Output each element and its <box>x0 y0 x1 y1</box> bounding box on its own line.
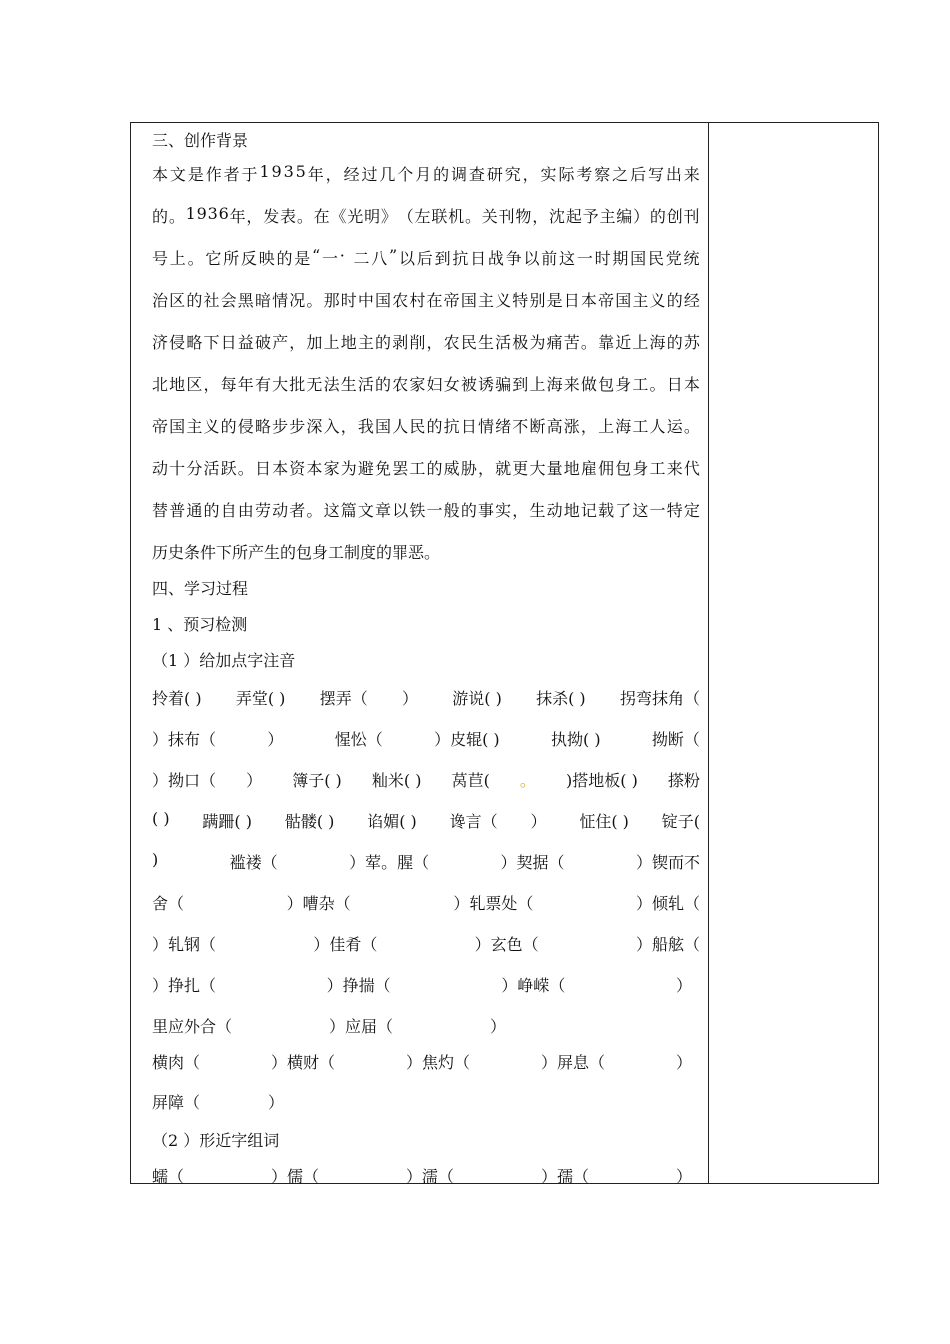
column-divider <box>708 122 709 1184</box>
pinyin-row: 舍（ ）嘈杂（ ）轧票处（ ）倾轧（ <box>152 894 700 913</box>
pinyin-row: 横肉（ ）横财（ ）焦灼（ ）屏息（ ） <box>152 1053 692 1072</box>
pinyin-row: 里应外合（ ）应届（ ） <box>152 1017 506 1036</box>
pinyin-row: 屏障（ ） <box>152 1093 284 1112</box>
paragraph-line: 帝 国 主 义 的 侵 略 步 步 深 入 ， 我 国 人 民 的 抗 日 情 绪 不 断 高 涨 ， 上 海 工 人 运 。 <box>152 417 700 436</box>
paragraph-line: 号 上 。 它 所 反 映 的 是 “ 一 · 二 八 ” 以 后 到 抗 日 战 争 以 前 这 一 时 期 国 民 党 统 <box>152 246 700 268</box>
subheading-pinyin: （1 ）给加点字注音 <box>152 651 296 670</box>
pinyin-row: ）抹布（ ） 惺忪（ ）皮辊( ) 执拗( ) 拗断（ <box>152 730 700 749</box>
paragraph-line: 动 十 分 活 跃 。 日 本 资 本 家 为 避 免 罢 工 的 威 胁 ， 就 更 大 量 地 雇 佣 包 身 工 来 代 <box>152 459 700 478</box>
pinyin-row: ) 褴褛（ ）荤。腥（ ）契据（ ）锲而不 <box>152 850 700 872</box>
paragraph-line: 历史条件下所产生的包身工制度的罪恶。 <box>152 543 441 562</box>
subheading-preview: 1 、预习检测 <box>152 615 248 634</box>
similar-chars-row: 蠕（ ）儒（ ）濡（ ）孺（ ） <box>152 1167 692 1186</box>
paragraph-line: 替 普 通 的 自 由 劳 动 者 。 这 篇 文 章 以 铁 一 般 的 事 实 ， 生 动 地 记 载 了 这 一 特 定 <box>152 501 700 520</box>
section3-heading: 三、创作背景 <box>152 131 249 150</box>
paragraph-line: 济 侵 略 下 日 益 破 产 ， 加 上 地 主 的 剥 削 ， 农 民 生 活 极 为 痛 苦 。 靠 近 上 海 的 苏 <box>152 333 700 352</box>
pinyin-row: ）轧钢（ ）佳肴（ ）玄色（ ）船舷（ <box>152 935 700 954</box>
pinyin-row: ）拗口（ ） 簿子( ) 籼米( ) 莴苣( 。 )搭地板( ) 搽粉 <box>152 771 700 790</box>
paragraph-line: 本 文 是 作 者 于 1 9 3 5 年 ， 经 过 几 个 月 的 调 查 研 究 ， 实 际 考 察 之 后 写 出 来 <box>152 162 700 184</box>
section4-heading: 四、学习过程 <box>152 579 249 598</box>
subheading-similar-chars: （2 ）形近字组词 <box>152 1131 280 1150</box>
pinyin-row: ( ) 蹒跚( ) 骷髅( ) 谄媚( ) 谗言（ ） 怔住( ) 锭子( <box>152 809 700 831</box>
pinyin-row: ）挣扎（ ）挣揣（ ）峥嵘（ ） <box>152 976 692 995</box>
paragraph-line: 的 。 1 9 3 6 年 ， 发 表 。 在 《 光 明 》 （ 左 联 机 。 关 刊 物 ， 沈 起 予 主 编 ） 的 创 刊 <box>152 204 700 226</box>
pinyin-row: 拎着( ) 弄堂( ) 摆弄（ ） 游说( ) 抹杀( ) 拐弯抹角（ <box>152 689 700 708</box>
paragraph-line: 北 地 区 ， 每 年 有 大 批 无 法 生 活 的 农 家 妇 女 被 诱 骗 到 上 海 来 做 包 身 工 。 日 本 <box>152 375 700 394</box>
paragraph-line: 治 区 的 社 会 黑 暗 情 况 。 那 时 中 国 农 村 在 帝 国 主 义 特 别 是 日 本 帝 国 主 义 的 经 <box>152 291 700 310</box>
